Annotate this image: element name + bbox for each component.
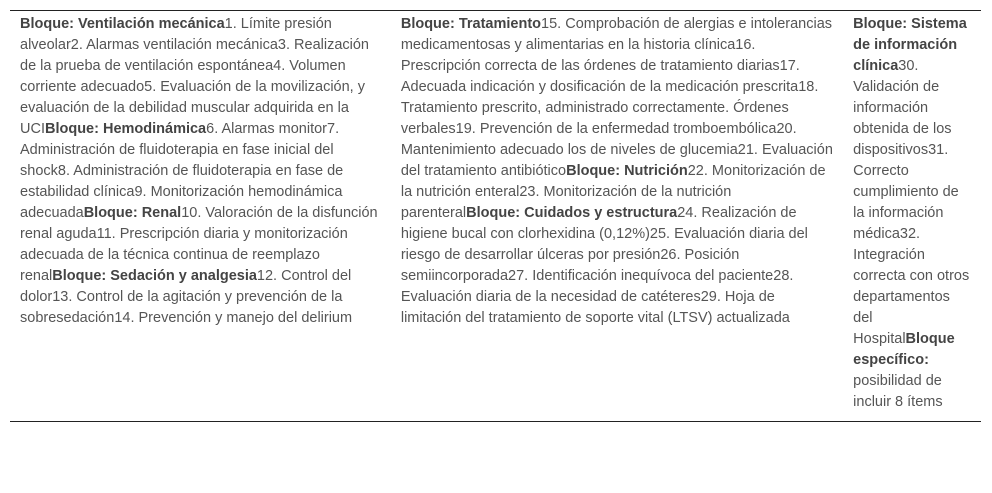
block-items: 30. Validación de información obtenida de los dispositivos31. Correcto cumplimiento de la información médica32. Integración correcta con otros departamentos del Hospital bbox=[853, 58, 970, 347]
block-title: Bloque: Sistema de información clínica bbox=[853, 16, 967, 74]
block-title: Bloque: Cuidados y estructura bbox=[466, 205, 678, 221]
block-items: 6. Alarmas monitor7. Administración de fluidoterapia en fase inicial del shock8. Administración de fluidoterapia en fase de estabilidad clínica9. Monitorización hemodinámica adecuada bbox=[20, 121, 344, 221]
block-title: Bloque: Tratamiento bbox=[400, 16, 542, 32]
criteria-table bbox=[10, 11, 981, 421]
block-title: Bloque: Ventilación mecánica bbox=[20, 16, 225, 32]
block-items: 22. Monitorización de la nutrición enteral23. Monitorización de la nutrición parenteral bbox=[400, 163, 826, 221]
block-items: 1. Límite presión alveolar2. Alarmas ventilación mecánica3. Realización de la prueba de ventilación espontánea4. Volumen corriente adecuado5. Evaluación de la movilización, y evaluación de la debilidad muscular adquirida en la UCI bbox=[20, 16, 369, 137]
block-items: 15. Comprobación de alergias e intolerancias medicamentosas y alimentarias en la historia clínica16. Prescripción correcta de las órdenes de tratamiento diarias17. Adecuada indicación y dosificación de la medicación prescrita18. Tratamiento prescrito, administrado correctamente. Órdenes verbales19. Prevención de la enfermedad tromboembólica20. Mantenimiento adecuado los de niveles de glucemia21. Evaluación del tratamiento antibiótico bbox=[400, 16, 833, 179]
column-cell-1 bbox=[10, 11, 391, 421]
block-title: Bloque: Sedación y analgesia bbox=[52, 268, 257, 284]
table-row bbox=[10, 11, 981, 421]
column-cell-3 bbox=[843, 11, 981, 421]
block-items: 12. Control del dolor13. Control de la agitación y prevención de la sobresedación14. Prevención y manejo del delirium bbox=[20, 268, 353, 326]
block-items: 10. Valoración de la disfunción renal aguda11. Prescripción diaria y monitorización adecuada de la técnica continua de reemplazo renal bbox=[20, 205, 378, 284]
block-items: 24. Realización de higiene bucal con clorhexidina (0,12%)25. Evaluación diaria del riesgo de desarrollar úlceras por presión26. Posición semiincorporada27. Identificación inequívoca del paciente28. Evaluación diaria de la necesidad de catéteres29. Hoja de limitación del tratamiento de soporte vital (LTSV) actualizada bbox=[400, 205, 808, 326]
block-title: Bloque específico: bbox=[853, 331, 955, 368]
block-title: Bloque: Nutrición bbox=[566, 163, 688, 179]
criteria-table-container bbox=[10, 10, 981, 422]
block-items: posibilidad de incluir 8 ítems bbox=[853, 373, 943, 410]
column-cell-2 bbox=[391, 11, 843, 421]
block-title: Bloque: Hemodinámica bbox=[44, 121, 207, 137]
block-title: Bloque: Renal bbox=[83, 205, 182, 221]
